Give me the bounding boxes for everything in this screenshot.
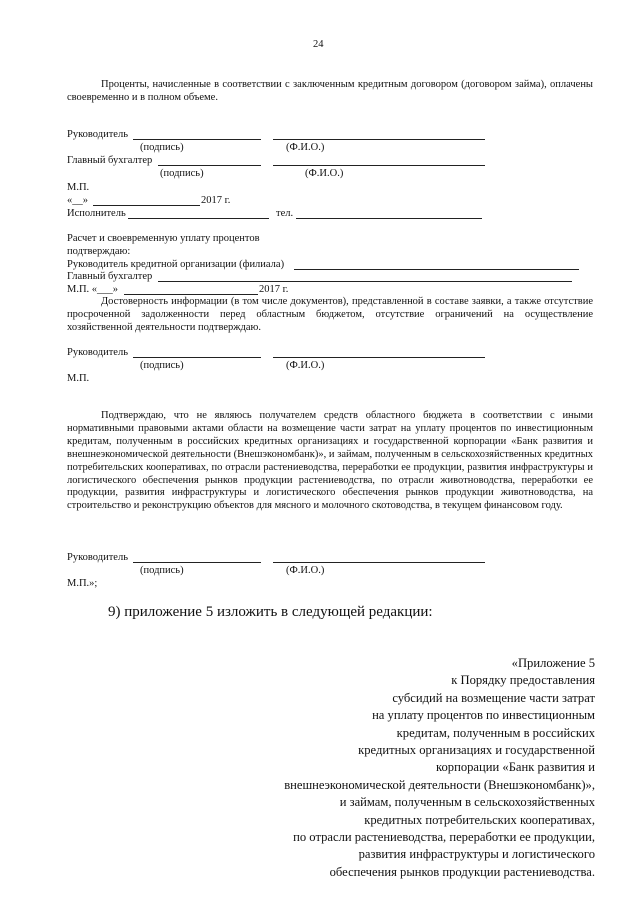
executor-label: Исполнитель (67, 208, 126, 219)
signature-line (133, 562, 261, 563)
appendix-line: кредитам, полученным в российских (396, 725, 595, 740)
fio-caption: (Ф.И.О.) (286, 360, 325, 371)
fio-line (273, 562, 485, 563)
chief-accountant-label: Главный бухгалтер (67, 155, 153, 166)
head-label: Руководитель (67, 552, 128, 563)
credit-org-head-label: Руководитель кредитной организации (филиала) (67, 259, 285, 270)
calc-line-1: Расчет и своевременную уплату процентов (67, 233, 260, 244)
calc-year: 2017 г. (259, 284, 289, 295)
calc-line-2: подтверждаю: (67, 246, 131, 257)
head-label: Руководитель (67, 347, 128, 358)
fio-line (273, 357, 485, 358)
appendix-line: на уплату процентов по инвестиционным (372, 708, 595, 723)
appendix-line: кредитных потребительских кооперативах, (364, 812, 595, 827)
signature-line (133, 357, 261, 358)
paragraph-interest-text: Проценты, начисленные в соответствии с заключенным кредитным договором (договором займа), оплачены своевременно и в полном объеме. (67, 79, 593, 103)
signature-caption: (подпись) (140, 142, 184, 153)
appendix-line: субсидий на возмещение части затрат (392, 690, 595, 705)
fio-line (273, 139, 485, 140)
appendix-line: развития инфраструктуры и логистического (358, 847, 595, 862)
fio-line (273, 165, 485, 166)
signature-caption: (подпись) (160, 168, 204, 179)
signature-caption: (подпись) (140, 360, 184, 371)
page-number: 24 (313, 39, 324, 50)
fio-caption: (Ф.И.О.) (286, 142, 325, 153)
paragraph-reliability (67, 296, 593, 335)
signature-line (158, 165, 261, 166)
year-label: 2017 г. (201, 195, 231, 206)
executor-line (128, 218, 269, 219)
stamp-mark: М.П. (67, 182, 90, 193)
stamp-mark: М.П. (67, 373, 90, 384)
phone-line (296, 218, 482, 219)
paragraph-confirmation (67, 410, 593, 513)
appendix-line: и займам, полученным в сельскохозяйственных (339, 795, 595, 810)
head-label: Руководитель (67, 129, 128, 140)
paragraph-reliability-text: Достоверность информации (в том числе документов), представленной в составе заявки, а также отсутствие просроченной задолженности перед областным бюджетом, отсутствие ограничений на осуществление хозяйственной деятельности подтверждаю. (67, 296, 593, 333)
appendix-line: «Приложение 5 (511, 656, 595, 670)
paragraph-confirmation-text: Подтверждаю, что не являюсь получателем средств областного бюджета в соответствии с иными нормативными правовыми актами области на возмещение части затрат на уплату процентов по инвестиционным кредитам, полученным в российских кредитных организациях и государственной корпорации «Банк развития и внешнеэкономической деятельности (Внешэкономбанк)», и займам, полученным в сельскохозяйственных кредитных потребительских кооперативах, по отрасли растениеводства, переработки ее продукции, развития инфраструктуры и логистического обеспечения рынков продукции растениеводства, по отрасли животноводства, переработки ее продукции, развития инфраструктуры и логистического обеспечения рынков продукции животноводства, на строительство и реконструкцию объектов для мясного и молочного скотоводства, в текущем финансовом году. (67, 410, 593, 512)
phone-label: тел. (276, 208, 294, 219)
calc-date-line (124, 294, 258, 295)
calc-chief-accountant-label: Главный бухгалтер (67, 271, 153, 282)
appendix-line: по отрасли растениеводства, переработки ее продукции, (293, 830, 595, 845)
appendix-line: к Порядку предоставления (451, 673, 595, 688)
appendix-line: кредитных организациях и государственной (358, 743, 595, 758)
calc-mp-date: М.П. «___» (67, 284, 119, 295)
paragraph-interest (67, 79, 593, 105)
signature-caption: (подпись) (140, 565, 184, 576)
fio-caption: (Ф.И.О.) (286, 565, 325, 576)
date-line (93, 205, 200, 206)
item-9-heading: 9) приложение 5 изложить в следующей редакции: (108, 604, 433, 620)
appendix-header (235, 655, 595, 881)
date-prefix: «__» (67, 195, 88, 206)
appendix-line: внешнеэкономической деятельности (Внешэкономбанк)», (284, 777, 595, 792)
fio-caption: (Ф.И.О.) (305, 168, 344, 179)
stamp-mark-end: М.П.»; (67, 578, 98, 589)
appendix-line: обеспечения рынков продукции растениеводства. (329, 864, 595, 879)
signature-line (133, 139, 261, 140)
appendix-line: корпорации «Банк развития и (436, 760, 595, 775)
credit-org-head-line (294, 269, 579, 270)
calc-chief-accountant-line (158, 281, 572, 282)
